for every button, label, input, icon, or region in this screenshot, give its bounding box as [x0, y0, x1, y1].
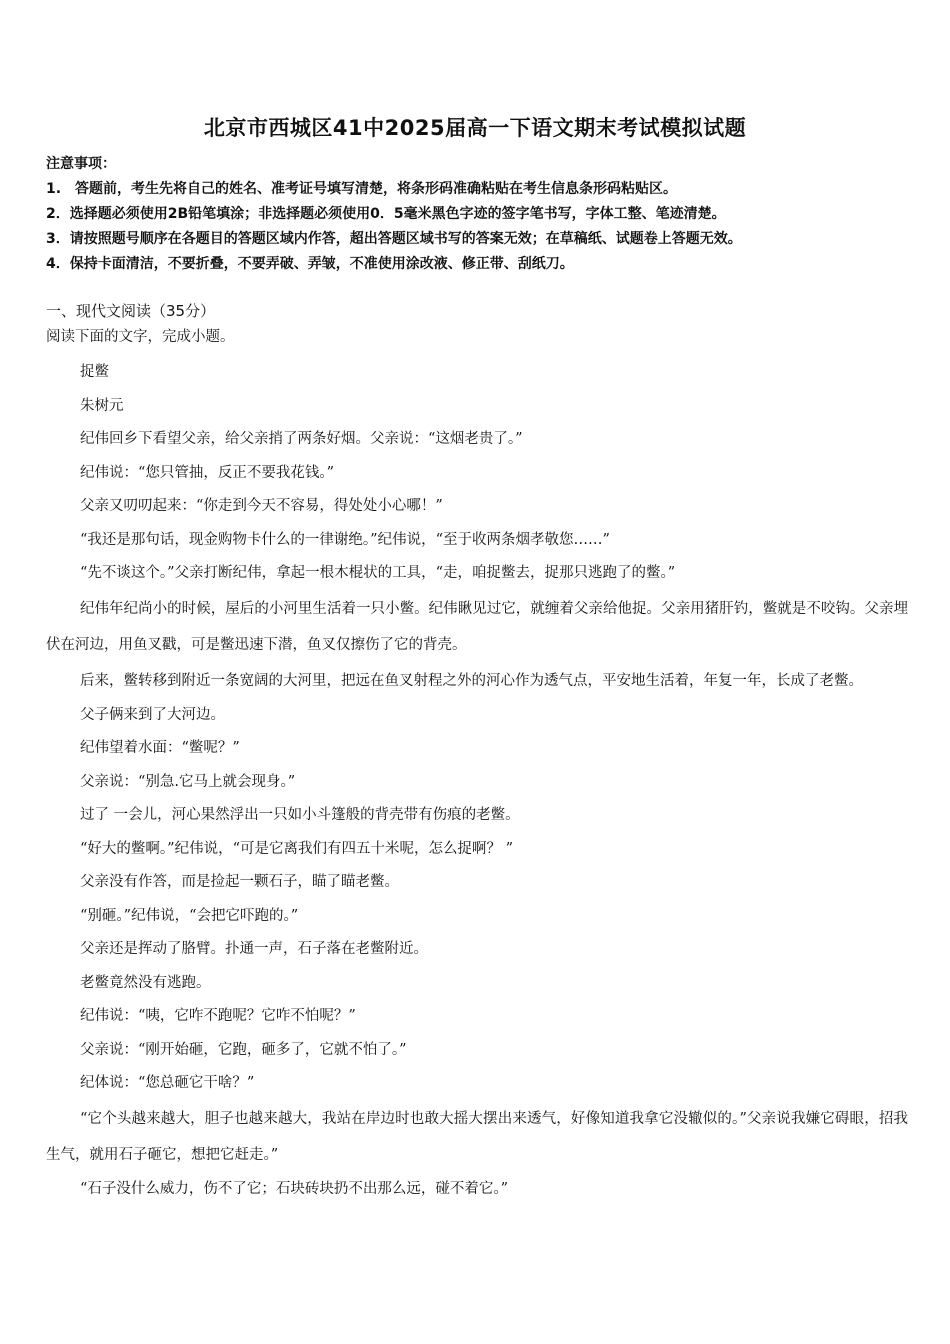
- section-instruction: 阅读下面的文字，完成小题。: [46, 329, 235, 345]
- article-author: 朱树元: [80, 397, 124, 414]
- article-body: [46, 356, 908, 1206]
- article-paragraph: 父亲还是挥动了胳臂。扑通一声，石子落在老鳖附近。: [80, 941, 428, 957]
- article-paragraph: 后来，鳖转移到附近一条宽阔的大河里，把远在鱼叉射程之外的河心作为透气点，平安地生活着，年复一年，长成了老鳖。: [80, 672, 863, 689]
- article-paragraph: “先不谈这个。”父亲打断纪伟，拿起一根木棍状的工具，“走，咱捉鳖去，捉那只逃跑了的鳖。”: [80, 565, 676, 581]
- article-paragraph: “别砸。”纪伟说，“会把它吓跑的。”: [80, 907, 299, 924]
- notice-item: 4．保持卡面清洁，不要折叠，不要弄破、弄皱，不准使用涂改液、修正带、刮纸刀。: [46, 256, 574, 272]
- article-paragraph: 纪伟说：“咦，它咋不跑呢？它咋不怕呢？”: [80, 1008, 356, 1024]
- notice-item: 2．选择题必须使用2B铅笔填涂；非选择题必须使用0．5毫米黑色字迹的签字笔书写，字体工整、笔迹清楚。: [46, 206, 726, 222]
- article-paragraph: “它个头越来越大，胆子也越来越大，我站在岸边时也敢大摇大摆出来透气，好像知道我拿它没辙似的。”父亲说我嫌它碍眼，招我生气，就用石子砸它，想把它赶走。”: [46, 1110, 908, 1163]
- section-heading: 一、现代文阅读（35分）: [46, 302, 216, 320]
- notice-heading: 注意事项：: [46, 156, 116, 172]
- article-paragraph: 过了 一会儿，河心果然浮出一只如小斗篷般的背壳带有伤痕的老鳖。: [80, 807, 520, 823]
- notice-item: 3．请按照题号顺序在各题目的答题区域内作答，超出答题区域书写的答案无效；在草稿纸、试题卷上答题无效。: [46, 231, 742, 247]
- notice-block: [46, 152, 916, 277]
- article-paragraph: “我还是那句话，现金购物卡什么的一律谢绝。”纪伟说，“至于收两条烟孝敬您……”: [80, 531, 610, 548]
- exam-title: 北京市西城区41中2025届高一下语文期末考试模拟试题: [203, 116, 747, 140]
- article-paragraph: 纪伟望着水面：“鳖呢？”: [80, 740, 240, 756]
- article-paragraph: 父子俩来到了大河边。: [80, 706, 225, 723]
- article-paragraph: 纪体说：“您总砸它干啥？”: [80, 1075, 255, 1091]
- article-paragraph: 父亲没有作答，而是捡起一颗石子，瞄了瞄老鳖。: [80, 874, 399, 890]
- article-paragraph: 纪伟年纪尚小的时候，屋后的小河里生活着一只小鳖。纪伟瞅见过它，就缠着父亲给他捉。父亲用猪肝钓，鳖就是不咬钩。父亲埋伏在河边，用鱼叉戳，可是鳖迅速下潜，鱼叉仅擦伤了它的背壳。: [46, 600, 908, 653]
- article-title: 捉鳖: [80, 364, 109, 380]
- article-paragraph: “石子没什么威力，伤不了它；石块砖块扔不出那么远，碰不着它。”: [80, 1180, 509, 1197]
- article-paragraph: 父亲说：“刚开始砸，它跑，砸多了，它就不怕了。”: [80, 1041, 407, 1058]
- article-paragraph: “好大的鳖啊。”纪伟说，“可是它离我们有四五十米呢，怎么捉啊？ ”: [80, 840, 514, 857]
- article-paragraph: 父亲说：“别急.它马上就会现身。”: [80, 773, 296, 790]
- article-paragraph: 纪伟说：“您只管抽，反正不要我花钱。”: [80, 464, 335, 481]
- article-paragraph: 老鳖竟然没有逃跑。: [80, 974, 211, 991]
- article-paragraph: 纪伟回乡下看望父亲，给父亲捎了两条好烟。父亲说：“这烟老贵了。”: [80, 431, 523, 447]
- article-paragraph: 父亲又叨叨起来：“你走到今天不容易，得处处小心哪！”: [80, 498, 443, 514]
- notice-item: 1. 答题前，考生先将自己的姓名、准考证号填写清楚，将条形码准确粘贴在考生信息条形码粘贴区。: [46, 181, 678, 197]
